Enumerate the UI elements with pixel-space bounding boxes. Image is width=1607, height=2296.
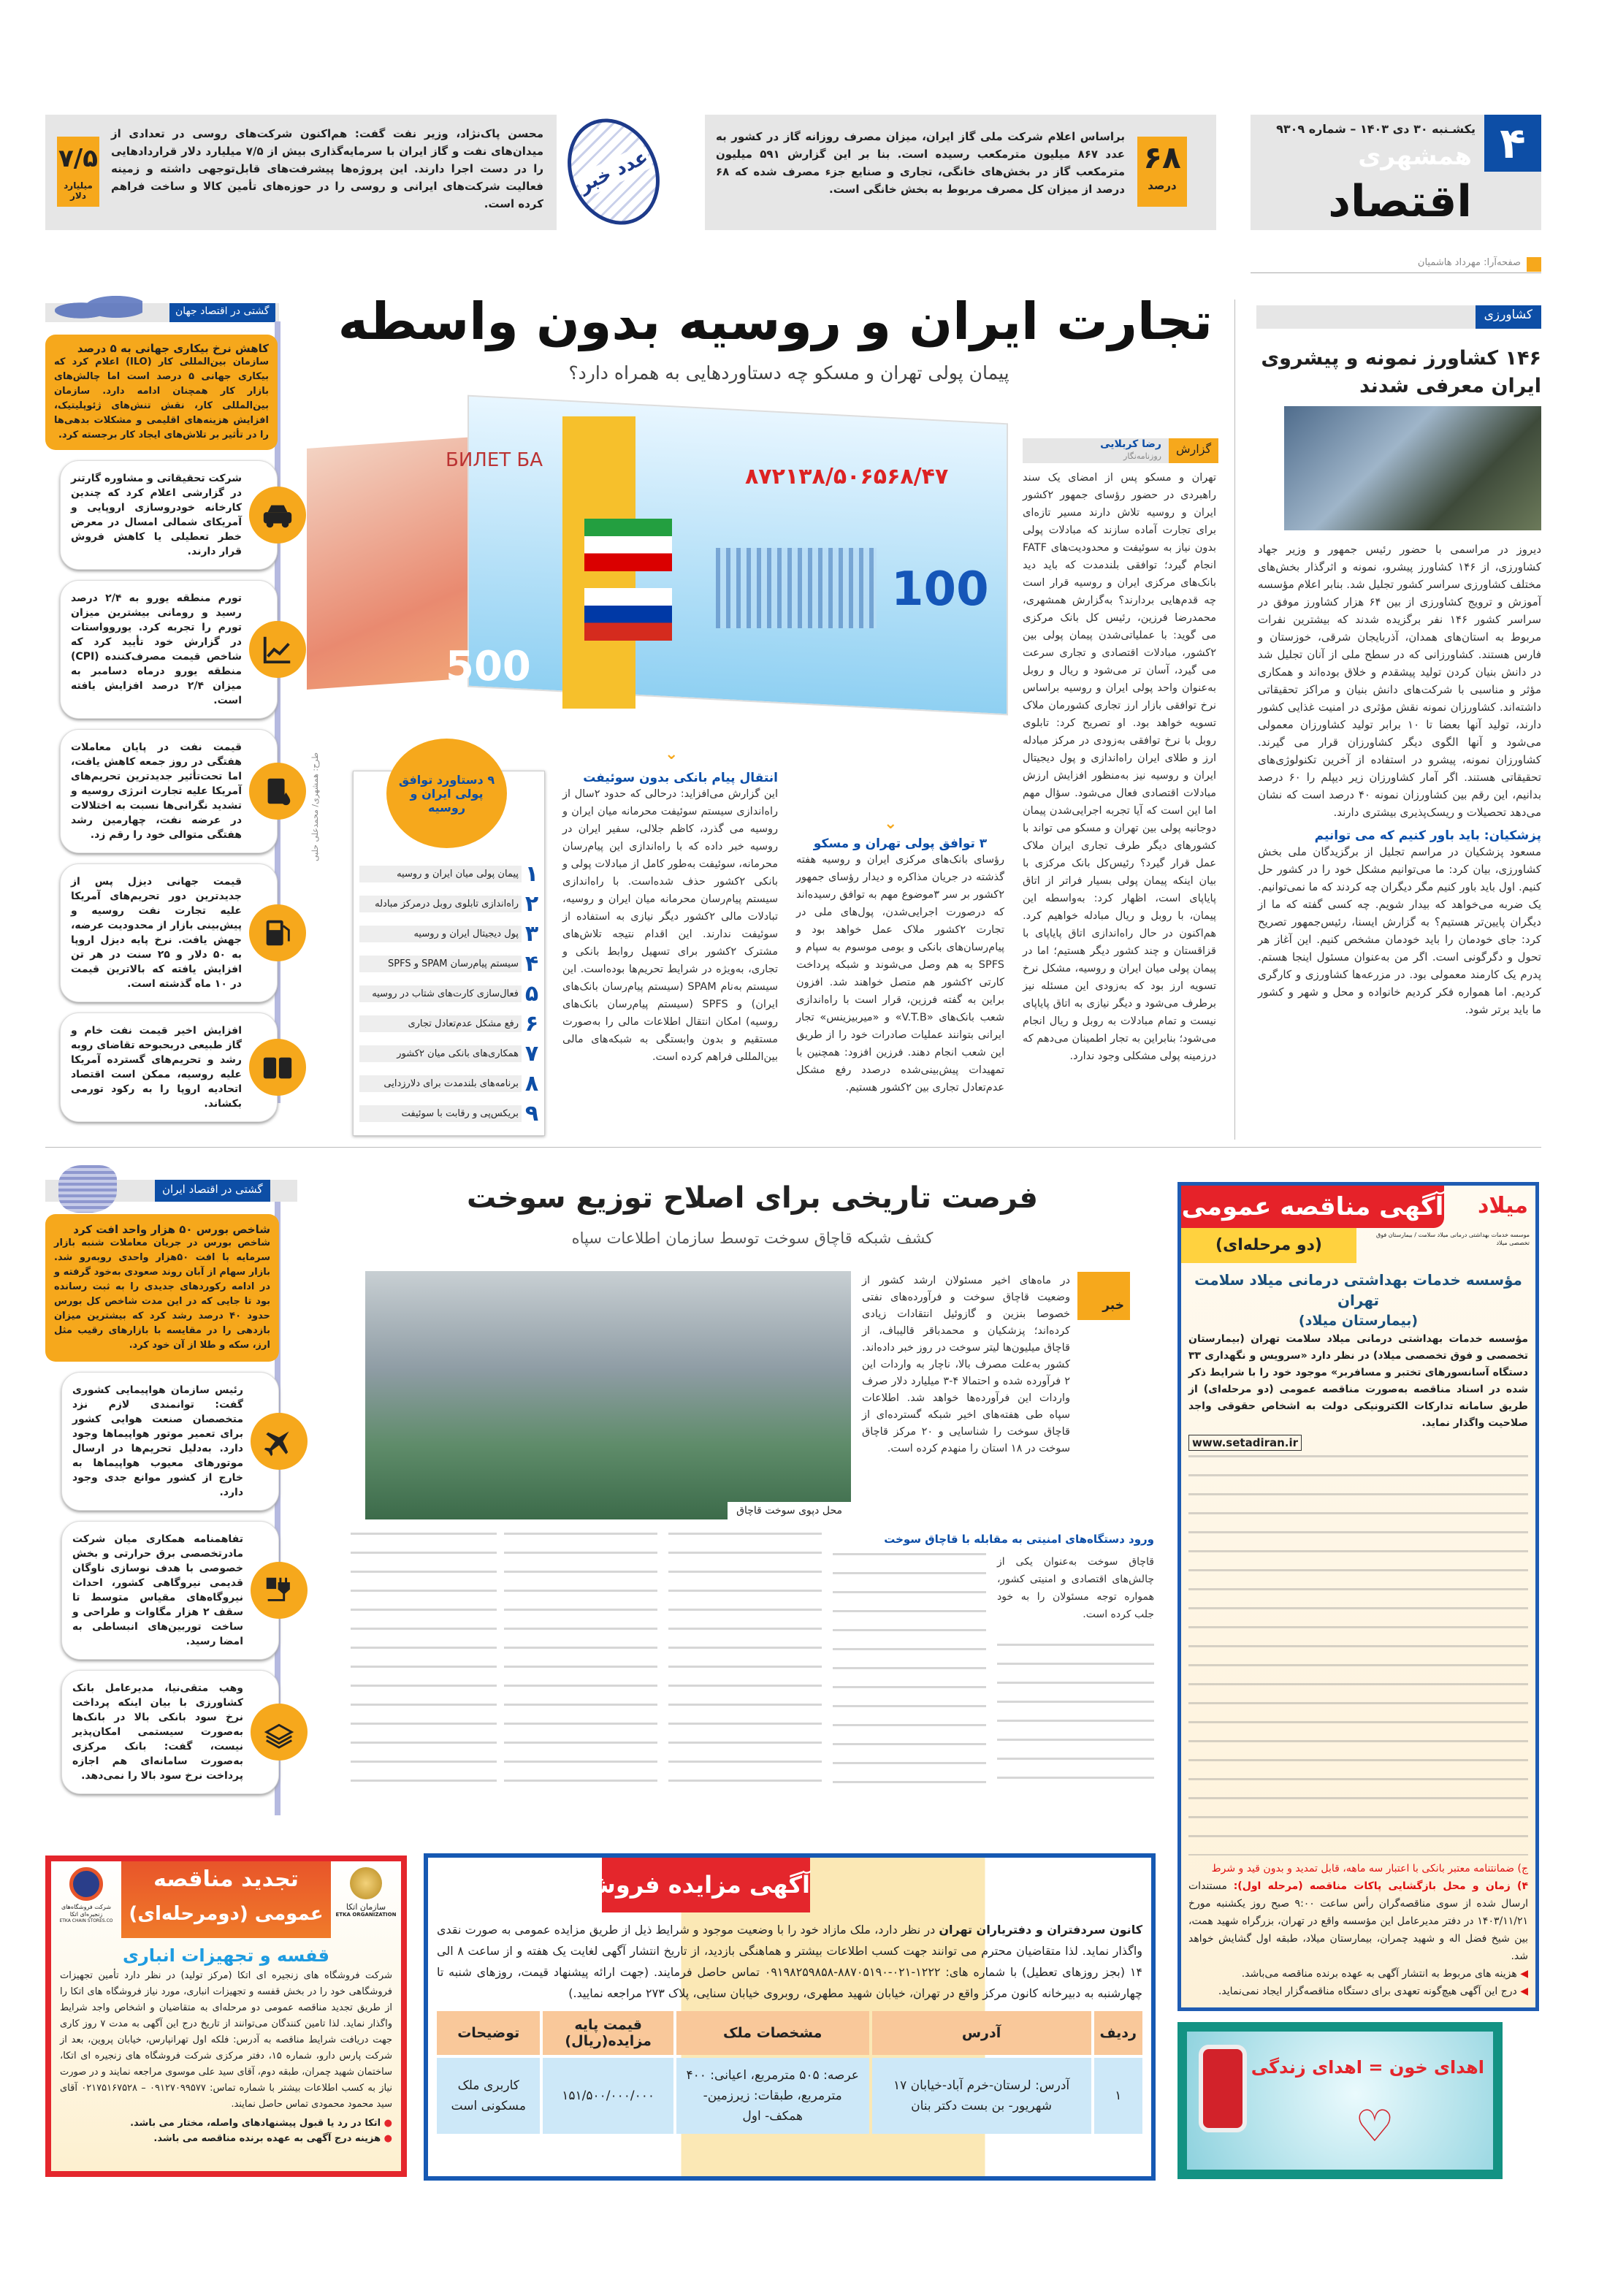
blood-donation-banner (1177, 2022, 1503, 2179)
money-stack-icon (251, 1704, 308, 1761)
item-number: ۳ (524, 920, 539, 947)
table-header: توضیحات (437, 2011, 540, 2055)
note-text: БИЛЕТ БА (446, 449, 543, 471)
table-row (437, 2058, 1142, 2134)
stat-number-box: ۶۸ درصد (1137, 137, 1187, 207)
ad-body: کانون سردفتران و دفتریاران تهران در نظر دارد، ملک مازاد خود را با وضعیت موجود و شرایط ذیل از طریق مزایده عمومی به صورت نقدی واگذار نماید. لذا متقاضیان محترم می توانند جهت کسب اطلاعات بیشتر و هماهنگی بازدید، از تاریخ انتشار آگهی لغایت یک هفته و از ساعت ۸ الی ۱۴ (بجز روزهای تعطیل) با شماره های: ۱۲۲۲-۰۲۱-۸۸۷۰۵۱۹۰-۰۹۱۹۸۲۵۹۸۵۸ تماس حاصل فرمایند. (جهت ارائه پیشنهاد قیمت، روزهای شنبه تا چهارشنبه به دبیرخانه کانون مرکز واقع در تهران، خیابان شهید مطهری، روبروی خیابان سنایی، پلاک ۲۷۳ مراجعه نمایید.) (437, 1923, 1142, 2000)
page-designer: صفحه‌آرا: مهرداد هاشمیان (1251, 257, 1541, 273)
etka-org-logo: سازمان اتکا ETKA ORGANIZATION (334, 1867, 398, 1918)
card-text: قیمت نفت در پایان معاملات هفتگی در روز جمعه کاهش یافت، اما تحت‌تأثیر جدیدترین تحریم‌های آمریکا علیه تجارت انرژی روسیه و تشدید نگرانی‌ها نسبت به اختلالات در عرضه نفت، چهارمین رشد هفتگی متوالی خود را رقم زد. (71, 741, 242, 841)
banner-text: اهدای خون = اهدای زندگی (1251, 2057, 1484, 2078)
org-name-2: (بیمارستان میلاد) (1298, 1313, 1419, 1329)
card-text: رئیس سازمان هواپیمایی کشوری گفت: توانمندی لازم نزد متخصصان صنعت هوایی کشور برای تعمیر موتور هواپیماها وجود دارد. به‌دلیل تحریم‌ها در ارسال موتورهای معیوب هواپیماها به خارج از کشور موانع جدی وجود دارد. (72, 1384, 243, 1498)
iran-flag (584, 519, 672, 571)
oil-barrel-icon (249, 763, 306, 820)
card-text: افزایش اخیر قیمت نفت خام و گاز طبیعی دربحبوحه تقاضای روبه رشد و تحریم‌های گسترده آمریکا علیه روسیه، ممکن است اقتصاد اتحادیه اروپا را به رکود تورمی بکشاند. (70, 1025, 242, 1110)
section-body: این گزارش می‌افزاید: درحالی که حدود ۲سال از راه‌اندازی سیستم سوئیفت محرمانه میان ایران و روسیه می گذرد، کاظم جلالی، سفیر ایران در روسیه خبر داده که با راه‌اندازی این پیام‌رسان محرمانه، سوئیفت به‌طور کامل از مبادلات پولی و بانکی ۲کشور حذف شده‌است. با راه‌اندازی سیستم پیام‌رسان محرمانه میان ایران و روسیه، تبادلات مالی ۲کشور دیگر نیازی به استفاده از سوئیفت ندارند. این اقدام نتیجه تلاش‌های مشترک ۲کشور برای تسهیل روابط بانکی و تجاری، به‌ویژه در شرایط تحریم‌ها بوده‌است. این سیستم به‌نام SPAM (سیستم پیام‌رسان بانک‌های ایران) و SPFS (سیستم پیام‌رسان بانک‌های روسیه) امکان انتقال اطلاعات مالی را به‌صورت مستقیم و بدون وابستگی به شبکه‌های مالی بین‌المللی فراهم کرده است. (562, 788, 778, 1063)
car-icon (249, 487, 306, 544)
note-serial: ۸۷۲۱۳۸/۵۰۶۵۶۸/۴۷ (745, 464, 949, 489)
table-cell: ۱۵۱/۵۰۰/۰۰۰/۰۰۰ (543, 2058, 673, 2134)
ad-body (1188, 1455, 1528, 1856)
agri-headline: ۱۴۶ کشاورز نمونه و پیشروی ایران معرفی شدند (1261, 347, 1541, 397)
highlight-box: کاهش نرخ بیکاری جهانی به ۵ درصد سازمان بین‌المللی کار (ILO) اعلام کرد که بیکاری جهانی ۵ درصد است اما چالش‌های بازار کار همچنان ادامه دارد. سازمان بین‌المللی کار، نقش تنش‌های ژئوپلیتیک، افزایش هزینه‌های اقلیمی و مشکلات بدهی‌ها را در تأثیر بر تلاش‌های ایجاد کار برجسته کرد. (45, 335, 278, 450)
quote-bubble: ۹ دستاورد توافق پولی ایران و روسیه (386, 739, 507, 848)
achievement-item (359, 950, 542, 977)
etka-tender-ad (45, 1856, 407, 2177)
achievement-item (359, 1040, 542, 1067)
page-number: ۴ (1484, 115, 1541, 172)
main-subtitle: پیمان پولی تهران و مسکو چه دستاوردهایی به همراه دارد؟ (568, 362, 1009, 384)
card-text: قیمت جهانی دیزل پس از جدیدترین دور تحریم‌های آمریکا علیه تجارت نفت روسیه و پیش‌بینی بازار از محدودیت عرضه، جهش یافت. نرخ پایه دیزل اروپا به ۵۰ دلار و ۲۵ سنت در هر تن افزایش یافته که بالاترین قیمت در ۱۰ ماه گذشته است. (71, 876, 242, 990)
news-card (61, 1372, 279, 1511)
table-cell: ۱ (1094, 2058, 1142, 2134)
ad-notes: ◀ هزینه های مربوط به انتشار آگهی به عهده برنده مناقصه می‌باشد. ◀ درج این آگهی هیچ‌گونه تعهدی برای دستگاه مناقصه‌گزار ایجاد نمی‌نماید. (1218, 1968, 1528, 1997)
table-header: ردیف (1094, 2011, 1142, 2055)
ad-title: تجدید مناقصه عمومی (دومرحله‌ای) (121, 1861, 331, 1938)
section-1 (796, 836, 1004, 1096)
note-text: 100 (891, 562, 989, 617)
author-name: رضا کربلایی (1100, 438, 1161, 450)
author-role: روزنامه‌نگار (1123, 451, 1161, 461)
stat-number-box: ۷/۵ میلیارد دلار (57, 137, 99, 207)
table-header: مشخصات ملک (676, 2011, 869, 2055)
agri-article (1258, 541, 1541, 1018)
item-label: بریکس‌پی و رقابت با سوئیفت (359, 1105, 522, 1122)
main-headline: تجارت ایران و روسیه بدون واسطه (337, 291, 1213, 351)
fuel-sub-lead: قاچاق سوخت به‌عنوان یکی از چالش‌های اقتصادی و امنیتی کشور، همواره توجه مسئولان را به خود جلب کرده است. (997, 1556, 1154, 1620)
news-card (61, 1670, 279, 1794)
russia-flag (584, 588, 672, 641)
section-2 (562, 771, 778, 1066)
chevron-down-icon: ⌄ (884, 815, 898, 833)
news-card (60, 580, 278, 719)
section-tag: گشتی در اقتصاد جهان (169, 303, 275, 322)
ad-clause: ج) ضمانتنامه معتبر بانکی با اعتبار سه ماهه، قابل تمدید و بدون قید و شرط (1211, 1863, 1528, 1874)
fuel-column (668, 1533, 822, 1790)
card-text: وهب متقی‌نیا، مدیرعامل بانک کشاورزی با بیان اینکه پرداخت نرخ سود بانکی بالا در بانک‌ها به‌صورت سیستمی امکان‌پذیر نیست، گفت: بانک مرکزی به‌صورت سامانه‌ای هم اجازه پرداخت نرخ سود بالا را نمی‌دهد. (72, 1682, 243, 1782)
stat-text: محسن پاک‌نژاد، وزیر نفت گفت: هم‌اکنون شرکت‌های روسی در تعدادی از میدان‌های نفت و گاز ایران با سرمایه‌گذاری بیش از ۷/۵ میلیارد دلار قراردادهایی را در دست اجرا دارند. این پروژه‌ها پیشرفت‌های قابل‌توجهی داشته و زمینه فعالیت شرکت‌های ایرانی و روسی را در حوزه‌های تأمین کالا و ساخت فراهم کرده است. (111, 127, 543, 210)
fuel-column (997, 1644, 1154, 1790)
achievement-item (359, 1070, 542, 1097)
auction-table (434, 2008, 1145, 2137)
column-divider (1234, 300, 1235, 1140)
report-tag: گزارش (1169, 438, 1218, 463)
news-card (60, 460, 278, 570)
section-heading: ورود دستگاه‌های امنیتی به مقابله با قاچاق سوخت (884, 1533, 1154, 1546)
item-number: ۹ (524, 1100, 539, 1126)
fuel-column (351, 1533, 497, 1790)
item-number: ۴ (524, 950, 539, 977)
barrels-icon (249, 1039, 306, 1096)
fuel-headline: فرصت تاریخی برای اصلاح توزیع سوخت (467, 1181, 1038, 1215)
table-cell: عرصه: ۵۰۵ مترمربع، اعیانی: ۴۰۰ مترمربع، طبقات: زیرزمین- همکف- اول (676, 2058, 869, 2134)
fuel-column (833, 1553, 986, 1790)
news-card (60, 1012, 278, 1122)
note-text: 500 (446, 643, 531, 690)
news-card (60, 863, 278, 1002)
item-label: راه‌اندازی تابلوی روبل درمرکز مبادله (359, 896, 522, 912)
airplane-icon (251, 1413, 308, 1470)
chevron-down-icon: ⌄ (665, 745, 679, 763)
table-header: قیمت پایه مزایده(ریال) (543, 2011, 673, 2055)
table-header: آدرس (872, 2011, 1091, 2055)
ad-title: آگهی مناقصه عمومی (1181, 1186, 1444, 1228)
photo-caption: محل دپوی سوخت قاچاق (728, 1502, 851, 1519)
item-number: ۸ (524, 1070, 539, 1096)
main-lead: تهران و مسکو پس از امضای یک سند راهبردی در حضور رؤسای جمهور ۲کشور ایران و روسیه تلاش دارند مسیر تازه‌ای برای تجارت آماده سازند که مبادلات پولی بدون نیاز به سوئیفت و محدودیت‌های FATF انجام گیرد؛ توافقی بلندمدت که باید دید بانک‌های مرکزی ایران و روسیه قرار است چه قدم‌هایی بردارند؟ به‌گزارش همشهری، محمدرضا فرزین، رئیس کل بانک مرکزی می گوید: با عملیاتی‌شدن پیمان پولی بین ۲کشور، مبادلات اقتصادی و تجاری سرعت می گیرد، آسان تر می‌شود و ریال و روبل به‌عنوان واحد پولی ایران و روسیه براساس نرخ توافقی بازار ارز تجاری کشورمان ملاک تسویه خواهد بود. او تصریح کرد: تابلوی روبل با نرخ توافقی به‌زودی در مرکز مبادله ارز و طلای ایران راه‌اندازی و پول دیجیتال ایران و روسیه نیز به‌منظور افزایش ارزش مبادلات اقتصادی فعال می‌شود. سؤال مهم اما این است که آیا تجربه اجرایی‌شدن پیمان دوجانبه پولی بین تهران و مسکو می تواند با کشورهای دیگر طرف تجاری ایران ملاک عمل قرار گیرد؟ رئیس‌کل بانک مرکزی با بیان اینکه پیمان پولی بسیار فراتر از اتاق پایاپای است، اظهار کرد: به‌واسطه این پیمان، با روبل و ریال مبادله خواهیم کرد. هم‌اکنون در حال راه‌اندازی اتاق پایاپای با قزاقستان و چند کشور دیگر هستیم؛ اما در پیمان پولی میان ایران و روسیه، مشکل نرخ تسویه ارز بود که به‌زودی این مسئله نیز برطرف می‌شود و دیگر نیازی به اتاق پایاپای نیست و تمام مبادلات به روبل و ریال انجام می‌شود؛ بنابراین به تجار اطمینان می‌دهم که درزمینه پولی مشکلی وجود ندارد. (1023, 472, 1216, 1062)
ad-stages: (دو مرحله‌ای) (1181, 1228, 1356, 1263)
section-tag: گشتی در اقتصاد ایران (155, 1180, 270, 1202)
section-name: اقتصاد (1328, 176, 1472, 227)
news-card (61, 1521, 279, 1660)
chart-icon (249, 621, 306, 678)
item-label: پیمان پولی میان ایران و روسیه (359, 866, 522, 882)
ad-clause: ۴) زمان و محل بازگشایی پاکات مناقصه (مرحله اول): مستندات ارسال شده از سوی مناقصه‌گران رأس ساعت ۹:۰۰ صبح روز یکشنبه مورخ ۱۴۰۳/۱۱/۲۱ در دفتر مدیرعامل این مؤسسه واقع در تهران، بزرگراه شهید همت، بین شیخ فضل اله و شهید چمران، بیمارستان میلاد، طبقه اول گشایش خواهد شد. (1188, 1880, 1528, 1962)
ad-intro: مؤسسه خدمات بهداشتی درمانی میلاد سلامت تهران (بیمارستان تخصصی و فوق تخصصی میلاد) در نظر دارد «سرویس و نگهداری ۳۳ دستگاه آسانسورهای تختبر و مسافربر» موجود خود را با شرایط ذکر شده در اسناد مناقصه به‌صورت مناقصه عمومی (دو مرحله‌ای) از طریق سامانه تدارکات الکترونیکی دولت به اشخاص حقوقی واجد صلاحیت واگذار نماید. (1188, 1333, 1528, 1429)
ad-body: شرکت فروشگاه های زنجیره ای اتکا (مرکز تولید) در نظر دارد تأمین تجهیزات فروشگاهی خود را در بخش قفسه و تجهیزات انباری، مورد نیاز فروشگاه های اتکا را از طریق تجدید مناقصه عمومی دو مرحله‌ای به متقاضیان و اشخاص واجد شرایط واگذار نماید. لذا تامین کنندگان می‌توانند از تاریخ درج این آگهی به مدت ۷ روز کاری جهت دریافت شرایط مناقصه به آدرس: فلکه اول تهرانپارس، خیابان پروین، بعد از شرکت پارس دارو، شماره ۱۵، دفتر مرکزی شرکت فروشگاه های زنجیره ای اتکا، ساختمان شهید چمران، طبقه دوم، آقای سید علی موسوی مراجعه نمایند و در صورت نیاز به کسب اطلاعات بیشتر با شماره تماس: ۰۹۱۲۷۰۹۹۵۷۷ – ۰۲۱۷۵۱۶۷۵۲۸ آقای سید محمود محمودی تماس حاصل نمایند. (60, 1970, 393, 2110)
table-cell: کاربری ملک مسکونی است (437, 2058, 540, 2134)
ad-subject: قفسه و تجهیزات انباری (122, 1945, 330, 1966)
card-text: تفاهمنامه همکاری میان شرکت مادرتخصصی برق حرارتی و بخش خصوصی با هدف نوسازی ناوگان قدیمی نیروگاهی کشور، احداث نیروگاه‌های مقیاس متوسط تا سقف ۲ هزار مگاوات و طراحی و ساخت توربین‌های انبساطی به امضا رسید. (72, 1533, 243, 1647)
divider (45, 1147, 1541, 1148)
ad-content (1188, 1270, 1528, 2000)
item-label: فعال‌سازی کارت‌های شتاب در روسیه (359, 985, 522, 1002)
item-label: همکاری‌های بانکی میان ۲کشور (359, 1045, 522, 1062)
stat-box-oil (45, 115, 557, 230)
section-body: رؤسای بانک‌های مرکزی ایران و روسیه هفته گذشته در جریان مذاکره و دیدار رؤسای جمهور ۲کشور بر سر ۳موضوع مهم به توافق رسیده‌اند که درصورت اجرایی‌شدن، پول‌های ملی در تجارت ۲کشور ملاک عمل خواهد بود و پیام‌رسان‌های بانکی و بومی موسوم به سپام و SPFS به هم وصل می‌شوند و شبکه پرداخت کارتی ۲کشور هم متصل خواهند شد. افزون براین به گفته فرزین، قرار است با راه‌اندازی شعب بانک‌های «V.T.B» و «میربیزینس» تجار ایرانی بتوانند عملیات صادرات خود را از طریق این شعب انجام دهند. فرزین افزود: همچنین با تمهیدات پیش‌بینی‌شده درصدد رفع مشکل عدم‌تعادل تجاری بین ۲کشور هستیم. (796, 854, 1004, 1094)
achievement-item (359, 890, 542, 918)
achievement-item (359, 1010, 542, 1037)
item-label: برنامه‌های بلندمدت برای دلارزدایی (359, 1075, 522, 1092)
agri-photo (1284, 406, 1541, 530)
etka-chain-logo: شرکت فروشگاه‌های زنجیره‌ای اتکا ETKA CHAIN STORES.CO (54, 1867, 118, 1923)
item-number: ۶ (524, 1010, 539, 1037)
news-tag: خبر (1077, 1272, 1130, 1320)
fuel-subtitle: کشف شبکه قاچاق سوخت توسط سازمان اطلاعات سپاه (571, 1229, 934, 1247)
iran-news-column (45, 1214, 279, 1794)
item-label: پول دیجیتال ایران و روسیه (359, 926, 522, 942)
card-text: تورم منطقه یورو به ۲/۴ درصد رسید و رومانی بیشترین میزان تورم را تجربه کرد. یوروواستات در گزارش خود تأیید کرد که شاخص قیمت مصرف‌کننده (CPI) منطقه یورو درماه دسامبر به میزان ۲/۴ درصد افزایش یافته است. (71, 592, 243, 706)
achievement-item (359, 920, 542, 947)
item-number: ۵ (524, 980, 539, 1007)
milad-logo: میلاد (1478, 1193, 1528, 1218)
ad-website: www.setadiran.ir (1188, 1435, 1302, 1451)
ad-title: آگهی مزایده فروش ملک (602, 1858, 810, 1912)
achievement-item (359, 980, 542, 1007)
power-plug-icon (251, 1562, 308, 1619)
achievement-item (359, 1100, 542, 1127)
org-name: مؤسسه خدمات بهداشتی درمانی میلاد سلامت تهران (1194, 1271, 1522, 1309)
card-text: شرکت تحقیقاتی و مشاوره گارتنر در گزارشی اعلام کرد که چندین کارخانه خودروسازی اروپایی و آمریکای شمالی امسال در معرض خطر تعطیلی یا کاهش فروش قرار دارند. (71, 473, 242, 557)
stamp: عدد خبر (551, 104, 676, 240)
item-number: ۱ (524, 861, 539, 887)
item-number: ۲ (524, 890, 539, 917)
agri-body: دیروز در مراسمی با حضور رئیس جمهور و وزیر جهاد کشاورزی، از ۱۴۶ کشاورز پیشرو، نمونه و اثرگذار بخش‌های مختلف کشاورزی سراسر کشور تجلیل شد. بنابر اعلام مؤسسه آموزش و ترویج کشاورزی از بین ۶۴ هزار کشاورز موفق در سراسر کشور ۱۴۶ نفر برگزیده شدند که بیشترین نفرات مربوط به استان‌های همدان، آذربایجان شرقی، خوزستان و فارس هستند. کشاورزانی که در سطح ملی از آنان تجلیل شد در دانش بنیان کردن تولید پیشقدم و خلاق بوده‌اند و همکاری مؤثر و مناسبی با شرکت‌های دانش بنیان و مراکز تحقیقاتی داشته‌اند. کشاورزان نمونه نقش مؤثری در امنیت غذایی کشور دارند، تولید آنها بعضا تا ۱۰ برابر تولید کشاورزان معمولی می‌شود و آنها الگوی دیگر کشاورزان قرار می گیرند. کشاورزان نمونه، پیشرو در استفاده از آخرین تکنولوژی‌های تحقیقاتی هستند. اگر آمار کشاورزان زیر دیپلم را ۶۰ درصد بدانیم، این رقم بین کشاورزان نمونه ۴۰ درصد است که نشان می‌دهد تحصیلات و ریسک‌پذیری بیشتری دارند. (1258, 543, 1541, 819)
agri-subhead: پزشکیان: باید باور کنیم که می توانیم (1314, 828, 1541, 843)
world-map-icon (55, 292, 142, 329)
photo-credit: طرح: همشهری/ محمدعلی حلبی (310, 752, 320, 861)
blood-bag-icon (1199, 2045, 1247, 2132)
highlight-box: شاخص بورس ۵۰ هزار واحد افت کرد شاخص بورس در جریان معاملات شنبه بازار سرمایه با افت ۵۰هزار واحدی روبه‌رو شد. بازار سهام از آبان روند صعودی به‌خود گرفته و در ادامه رکوردهای جدیدی را به ثبت رسانده بود تا جایی که در این مدت شاخص کل بورس حدود ۴۰ درصد رشد کرد که بیشترین میزان بازدهی را در مقایسه با بازارهای رقیب مثل ارز، سکه و طلا از آن خود کرد. (45, 1214, 279, 1362)
section-heading: ۳ توافق پولی تهران و مسکو (813, 836, 988, 851)
item-label: سیستم پیام‌رسان SPAM و SPFS (359, 956, 522, 972)
fuel-photo (365, 1271, 851, 1519)
section-heading: انتقال پیام بانکی بدون سوئیفت (583, 771, 778, 785)
section-tag: کشاورزی (1476, 305, 1541, 329)
stat-box-gas (705, 115, 1216, 230)
milad-tender-ad (1177, 1182, 1539, 2011)
property-auction-ad (424, 1853, 1156, 2181)
item-label: رفع مشکل عدم‌تعادل تجاری (359, 1015, 522, 1032)
banknote-image (307, 394, 1019, 738)
news-card (60, 729, 278, 853)
stat-text: براساس اعلام شرکت ملی گاز ایران، میزان مصرف روزانه گاز در کشور به عدد ۸۶۷ میلیون مترمکعب رسیده است. بنا بر این گزارش ۵۹۱ میلیون مترمکعب گاز در بخش‌های خانگی، تجاری و صنایع جزء مصرف شده که ۶۸ درصد از میزان کل مصرف مربوط به بخش خانگی است. (716, 130, 1125, 196)
paper-logo: همشهری (1358, 142, 1472, 171)
logo-caption: موسسه خدمات بهداشتی درمانی میلاد سلامت / بیمارستان فوق تخصصی میلاد (1376, 1232, 1530, 1246)
fuel-pump-icon (249, 904, 306, 961)
agri-body-2: مسعود پزشکیان در مراسم تجلیل از برگزیدگان ملی بخش کشاورزی، بیان کرد: ما می‌توانیم مشکل خود را در کشور حل کنیم. اول باید باور کنیم مگر دیگران چه کردند که ما نمی‌توانیم. یک ضربه می‌خواهد که بیدار شویم. چه کسی گفته که ما از دیگران پایین‌تر هستیم؟ به گزارش ایسنا، رئیس‌جمهور تصریح کرد: جای خودمان را باید خودمان مشخص کنیم. این آغاز هر تحول و دگرگونی است. اگر من به‌عنوان مسئول اینجا هستم. پدرم یک کارمند معمولی بود. در مزرعه‌ها کشاورزی و کارگری کردیم. اما همواره فکر کردیم خانواده و محل و شهر و کشور ما باید برتر شود. (1258, 845, 1541, 1016)
achievement-item (359, 861, 542, 888)
iran-map-icon (58, 1165, 117, 1213)
fuel-column (504, 1533, 657, 1790)
fuel-lead: در ماه‌های اخیر مسئولان ارشد کشور از وضعیت قاچاق سوخت و فرآورده‌های نفتی خصوصا بنزین و گازوئیل انتقادات زیادی کرده‌اند؛ پزشکیان و محمدباقر قالیباف، از قاچاق میلیون‌ها لیتر سوخت در روز خبر داده‌اند. کشور به‌علت مصرف بالا، ناچار به واردات این ۲ فرآورده شده و احتمالا ۴-۳ میلیارد دلار صرف واردات این فرآورده‌ها خواهد شد. اطلاعات سپاه طی هفته‌های اخیر شبکه گسترده‌ای از قاچاق سوخت را شناسایی و ۲۰ مرکز قاچاق سوخت در ۱۸ استان را منهدم کرده است. (862, 1275, 1070, 1454)
item-number: ۷ (524, 1040, 539, 1067)
masthead (1251, 115, 1541, 230)
world-news-column (45, 335, 278, 1122)
table-cell: آدرس: لرستان-خرم آباد-خیابان ۱۷ شهریور- بن بست دکتر بنان (872, 2058, 1091, 2134)
achievements-box (353, 771, 545, 1136)
heart-icon: ♡ (1355, 2101, 1394, 2152)
ad-notes: ● اتکا در رد یا قبول پیشنهادهای واصله، مختار می باشد. ● هزینه درج آگهی به عهده برنده مناقصه می باشد. (130, 2118, 392, 2144)
date-line: یکشـنبه ۳۰ دی ۱۴۰۳ – شماره ۹۳۰۹ (1276, 122, 1476, 136)
